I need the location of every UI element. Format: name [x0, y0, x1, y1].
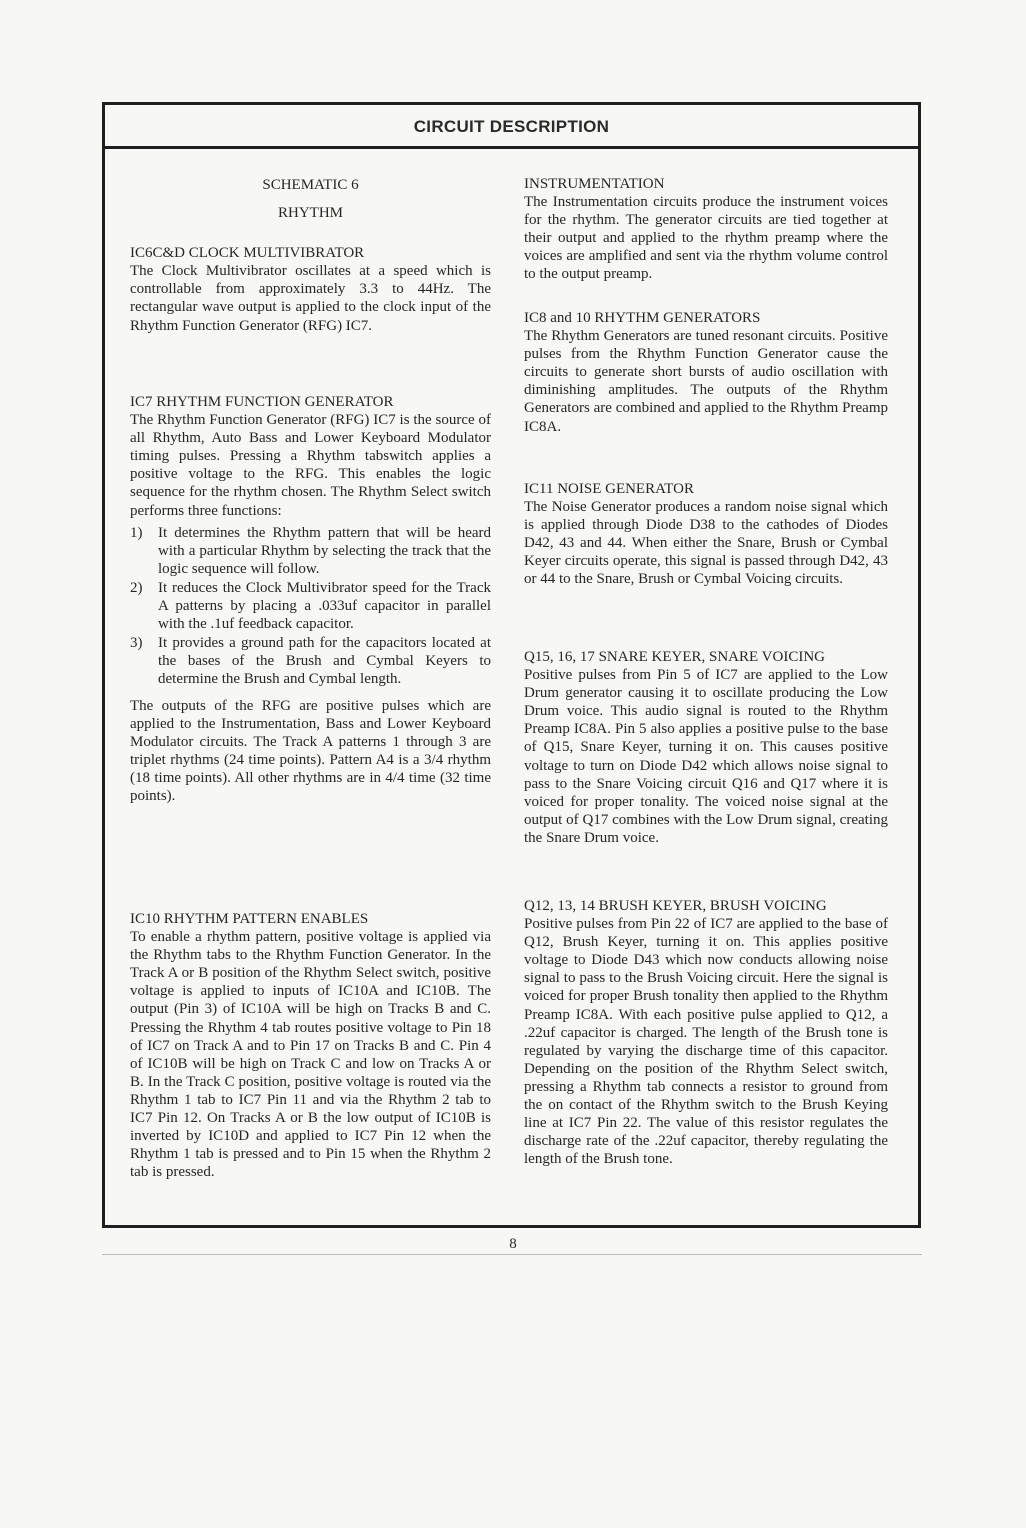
- list-number: 3): [130, 635, 143, 652]
- rfg-section: [130, 393, 491, 805]
- gen-body: The Rhythm Generators are tuned resonant circuits. Positive pulses from the Rhythm Function Generator cause the circuits to generate short bursts of audio oscillation with diminishing amplitudes. The outputs of the Rhythm Generators are combined and applied to the Rhythm Preamp IC8A.: [524, 328, 888, 435]
- instr-heading: INSTRUMENTATION: [524, 176, 665, 192]
- brush-body: Positive pulses from Pin 22 of IC7 are applied to the base of Q12, Brush Keyer, turning it on. This applies positive voltage to Diode D43 which now conducts allowing noise signal to pass to the Brush Voicing circuit. Here the signal is voiced for proper Brush tonality then applied to the Rhythm Preamp IC8A. With each positive pulse applied to Q12, a .22uf capacitor is charged. The length of the Brush tone is regulated by varying the discharge time of this capacitor. Depending on the position of the Rhythm Select switch, pressing a Rhythm tab connects a resistor to ground from the on contact of the Rhythm switch to the Brush Keying line at IC7 Pin 22. The value of this resistor regulates the discharge rate of the .22uf capacitor, thereby regulating the length of the Brush tone.: [524, 916, 888, 1168]
- noise-body: The Noise Generator produces a random noise signal which is applied through Diode D38 to the cathodes of Diodes D42, 43 and 44. When either the Snare, Brush or Cymbal Keyer circuits operate, this signal is passed through D42, 43 or 44 to the Snare, Brush or Cymbal Voicing circuits.: [524, 499, 888, 588]
- brush-heading: Q12, 13, 14 BRUSH KEYER, BRUSH VOICING: [524, 898, 827, 914]
- instr-body: The Instrumentation circuits produce the instrument voices for the rhythm. The generator circuits are tied together at their output and applied to the rhythm preamp where the voices are amplified and sent via the rhythm volume control to the output preamp.: [524, 194, 888, 283]
- rfg-function-list: [130, 524, 491, 689]
- pattern-body: To enable a rhythm pattern, positive voltage is applied via the Rhythm tabs to the Rhythm Function Generator. In the Track A or B position of the Rhythm Select switch, positive voltage is applied to inputs of IC10A and IC10B. The output (Pin 3) of IC10A will be high on Tracks B and C. Pressing the Rhythm 4 tab routes positive voltage to Pin 18 of IC7 on Track A and to Pin 17 on Tracks B and C. Pin 4 of IC10B will be high on Track C and low on Tracks A or B. In the Track C position, positive voltage is routed via the Rhythm 1 tab to IC7 Pin 11 and via the Rhythm 2 tab to IC7 Pin 12. On Tracks A or B the low output of IC10B is inverted by IC10D and applied to IC7 Pin 12 when the Rhythm 1 tab is pressed and to Pin 15 when the Rhythm 2 tab is pressed.: [130, 929, 491, 1181]
- footer-rule: [102, 1254, 922, 1255]
- section-header: [105, 105, 918, 149]
- list-text: It reduces the Clock Multivibrator speed for the Track A patterns by placing a .033uf capacitor in parallel with the .1uf feedback capacitor.: [158, 579, 491, 633]
- list-text: It determines the Rhythm pattern that will be heard with a particular Rhythm by selecting the track that the logic sequence will follow.: [158, 524, 491, 577]
- gen-section: [524, 309, 888, 436]
- list-item: [130, 524, 491, 578]
- clock-body: The Clock Multivibrator oscillates at a speed which is controllable from approximately 3.3 to 44Hz. The rectangular wave output is applied to the clock input of the Rhythm Function Generator (RFG) IC7.: [130, 263, 491, 334]
- rfg-body: The Rhythm Function Generator (RFG) IC7 is the source of all Rhythm, Auto Bass and Lower Keyboard Modulator timing pulses. Pressing a Rhythm tabswitch applies a positive voltage to the RFG. This enables the logic sequence for the rhythm chosen. The Rhythm Select switch performs three functions:: [130, 412, 491, 519]
- snare-section: [524, 648, 888, 847]
- snare-heading: Q15, 16, 17 SNARE KEYER, SNARE VOICING: [524, 649, 825, 665]
- instr-section: [524, 175, 888, 284]
- gen-heading: IC8 and 10 RHYTHM GENERATORS: [524, 310, 761, 326]
- left-column: [130, 176, 491, 335]
- list-text: It provides a ground path for the capacitors located at the bases of the Brush and Cymbal Keyers to determine the Brush and Cymbal length.: [158, 635, 491, 688]
- list-item: [130, 579, 491, 633]
- noise-heading: IC11 NOISE GENERATOR: [524, 481, 695, 497]
- clock-heading: IC6C&D CLOCK MULTIVIBRATOR: [130, 245, 365, 262]
- rfg-outputs: The outputs of the RFG are positive pulses which are applied to the Instrumentation, Bass and Lower Keyboard Modulator circuits. The Track A patterns 1 through 3 are triplet rhythms (24 time points). Pattern A4 is a 3/4 rhythm (18 time points). All other rhythms are in 4/4 time (32 time points).: [130, 697, 491, 804]
- noise-section: [524, 480, 888, 589]
- list-number: 1): [130, 524, 143, 541]
- rfg-heading: IC7 RHYTHM FUNCTION GENERATOR: [130, 394, 394, 410]
- pattern-heading: IC10 RHYTHM PATTERN ENABLES: [130, 911, 369, 927]
- snare-body: Positive pulses from Pin 5 of IC7 are applied to the Low Drum generator causing it to oscillate producing the Low Drum voice. This audio signal is routed to the Rhythm Preamp IC8A. Pin 5 also applies a positive pulse to the base of Q15, Snare Keyer, turning it on. This causes positive voltage to turn on Diode D42 which allows noise signal to pass to the Snare Voicing circuit Q16 and Q17 where it is voiced for proper tonality. The voiced noise signal at the output of Q17 combines with the Low Drum signal, creating the Snare Drum voice.: [524, 667, 888, 846]
- section-title: CIRCUIT DESCRIPTION: [413, 117, 610, 136]
- pattern-section: [130, 910, 491, 1181]
- brush-section: [524, 897, 888, 1168]
- schematic-label: SCHEMATIC 6: [262, 177, 359, 193]
- list-item: [130, 634, 491, 688]
- list-number: 2): [130, 579, 143, 596]
- page-number: 8: [509, 1236, 517, 1252]
- schematic-subject: RHYTHM: [277, 205, 343, 222]
